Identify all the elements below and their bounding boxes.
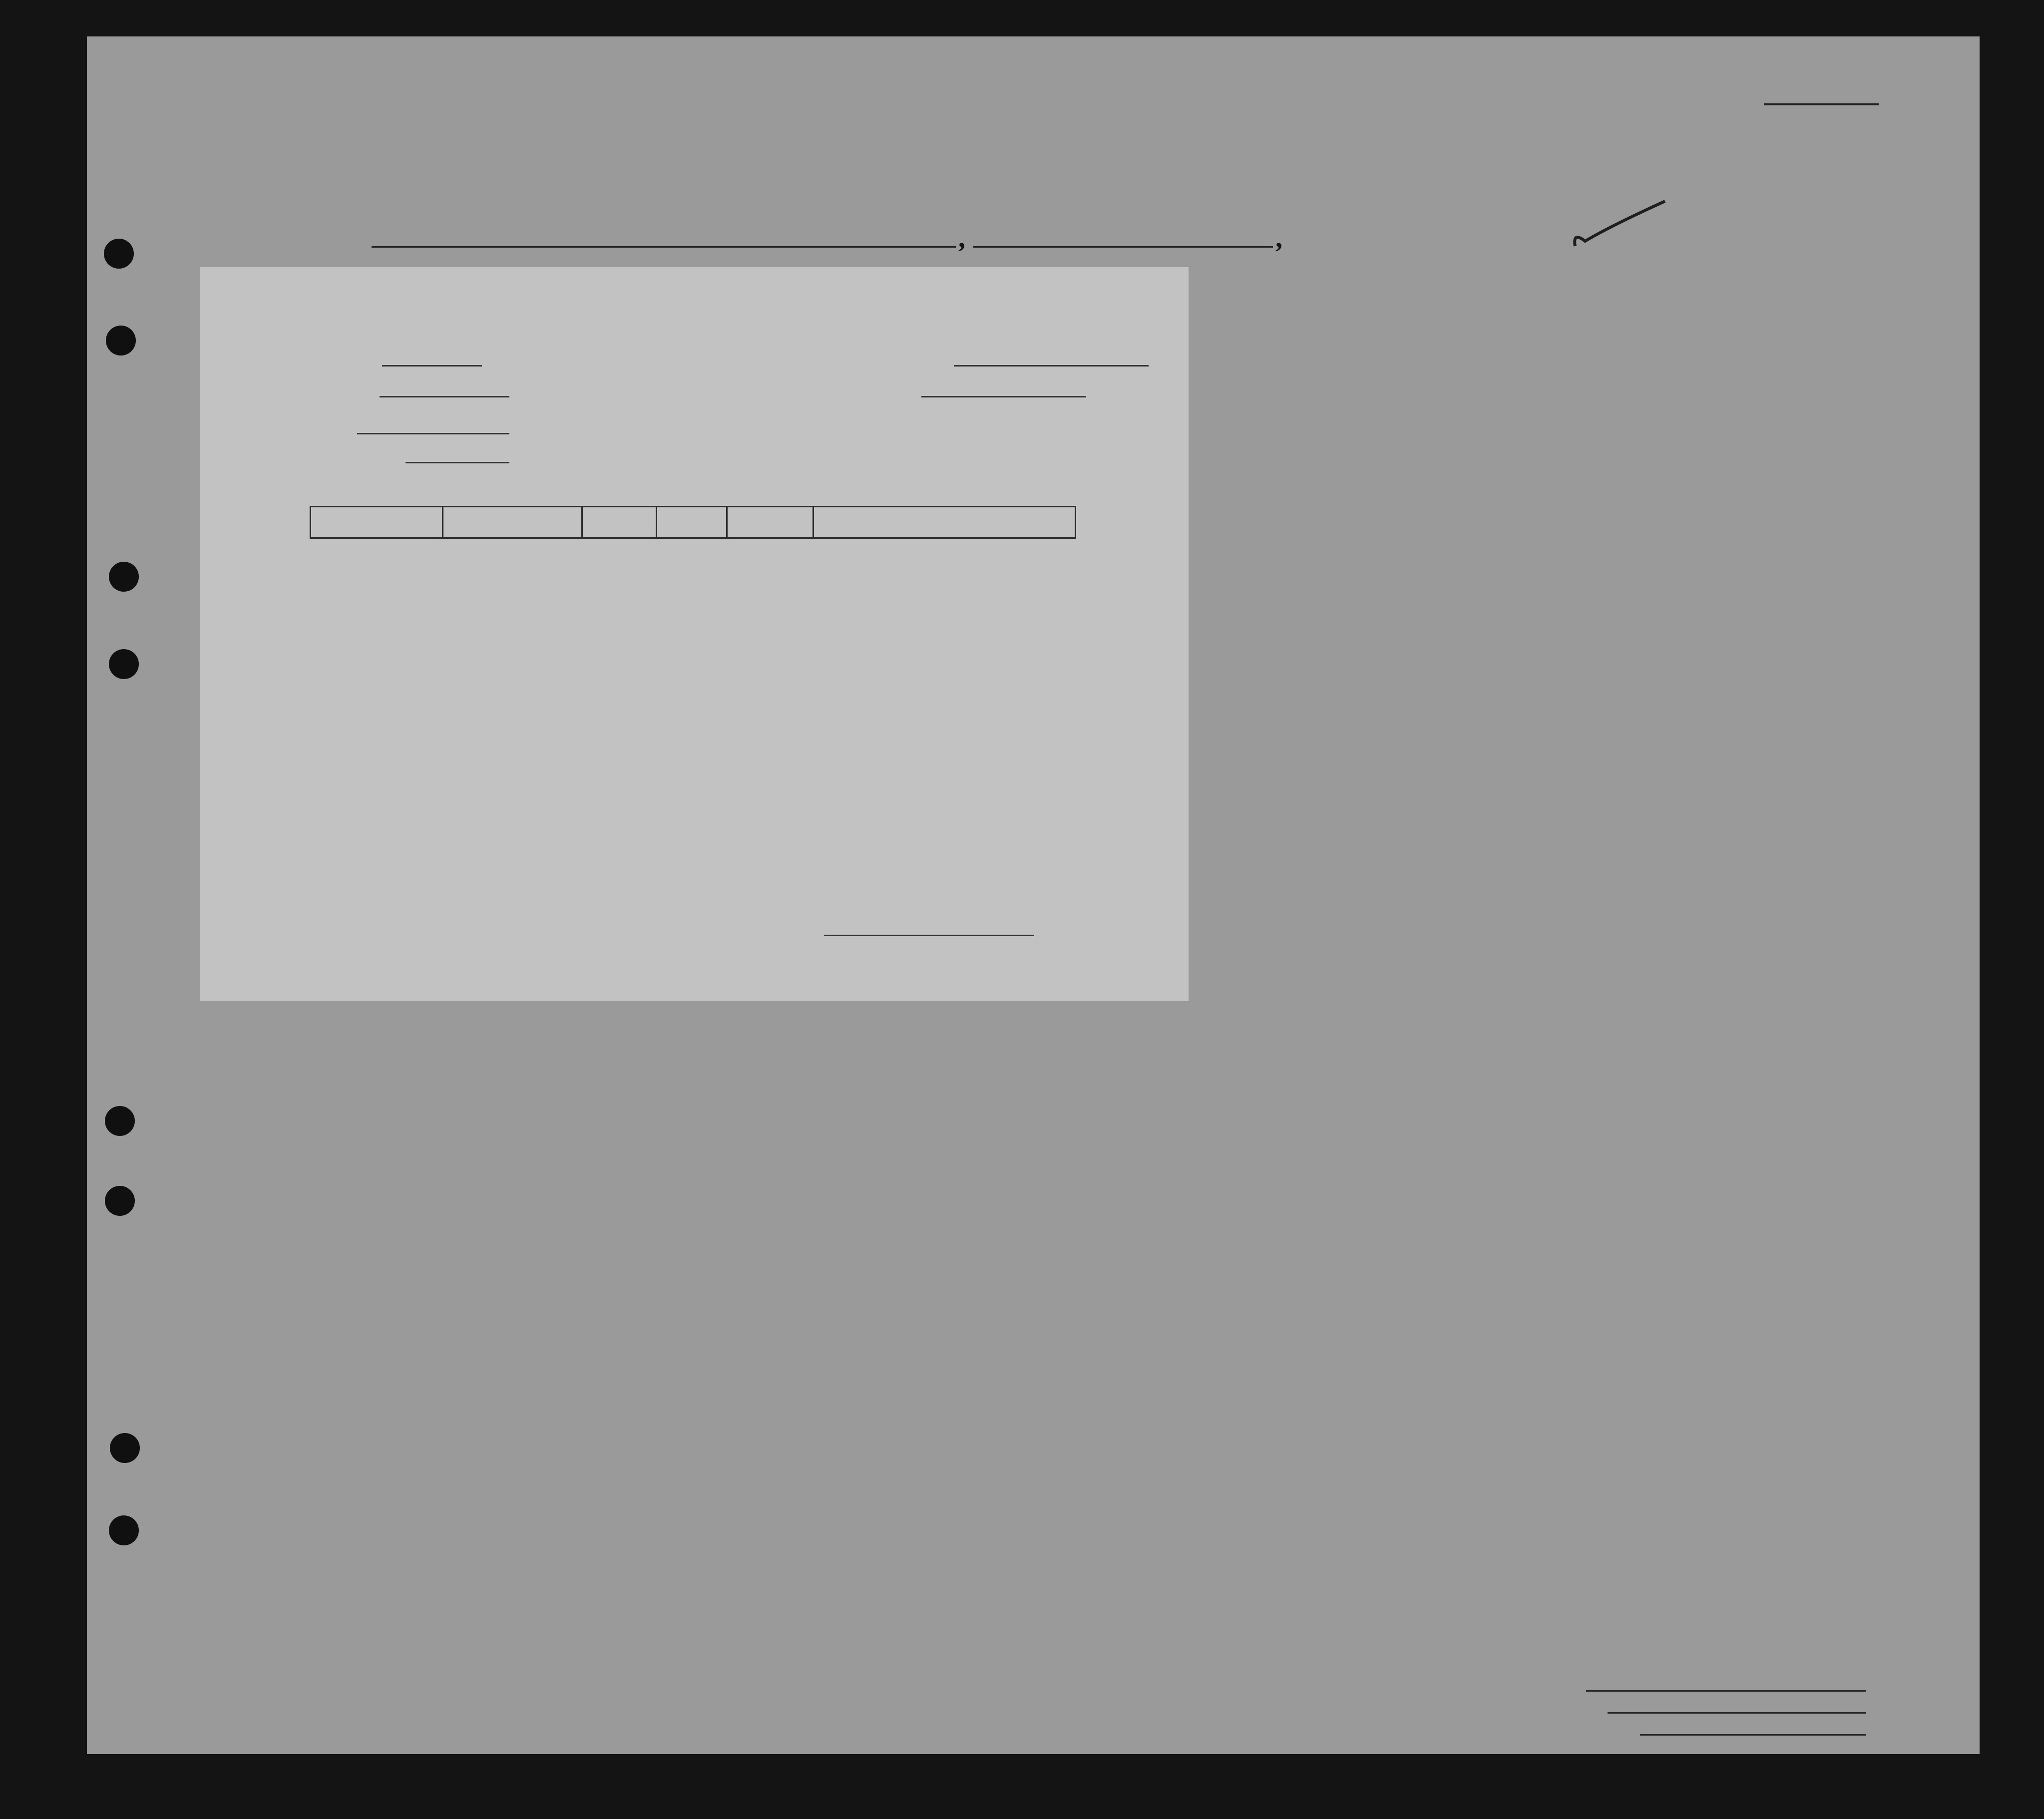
th-title (727, 507, 814, 538)
crew-table (310, 506, 1076, 539)
date-blank (954, 365, 1149, 366)
from-blank (357, 433, 509, 434)
binder-hole (109, 1515, 139, 1545)
date-blank (973, 246, 1273, 248)
binder-hole (109, 562, 139, 592)
footer-agents-blank (1640, 1734, 1866, 1736)
list-blank (1764, 103, 1879, 105)
footer-line-blank (1586, 1690, 1866, 1692)
nationality-blank (921, 396, 1086, 397)
th-passport (814, 507, 1076, 538)
binder-hole (109, 649, 139, 679)
crew-list-card (200, 267, 1189, 1001)
th-age (582, 507, 657, 538)
plane-blank (382, 365, 482, 366)
crew-header-row (311, 507, 1076, 538)
binder-hole (104, 239, 134, 269)
footer-owners-blank (1608, 1712, 1866, 1714)
check-mark-icon (1570, 196, 1670, 256)
binder-hole (106, 326, 136, 356)
th-nat (657, 507, 727, 538)
binder-hole (105, 1106, 135, 1136)
captain-signature-line (824, 935, 1034, 936)
th-given-name (443, 507, 582, 538)
comma-2: , (1275, 223, 1282, 254)
binder-hole (105, 1186, 135, 1216)
comma-1: , (958, 223, 965, 254)
landing-blank (380, 396, 509, 397)
th-last-name (311, 507, 443, 538)
port-blank (372, 246, 956, 248)
binder-hole (110, 1433, 140, 1463)
consigned-blank (406, 462, 509, 463)
